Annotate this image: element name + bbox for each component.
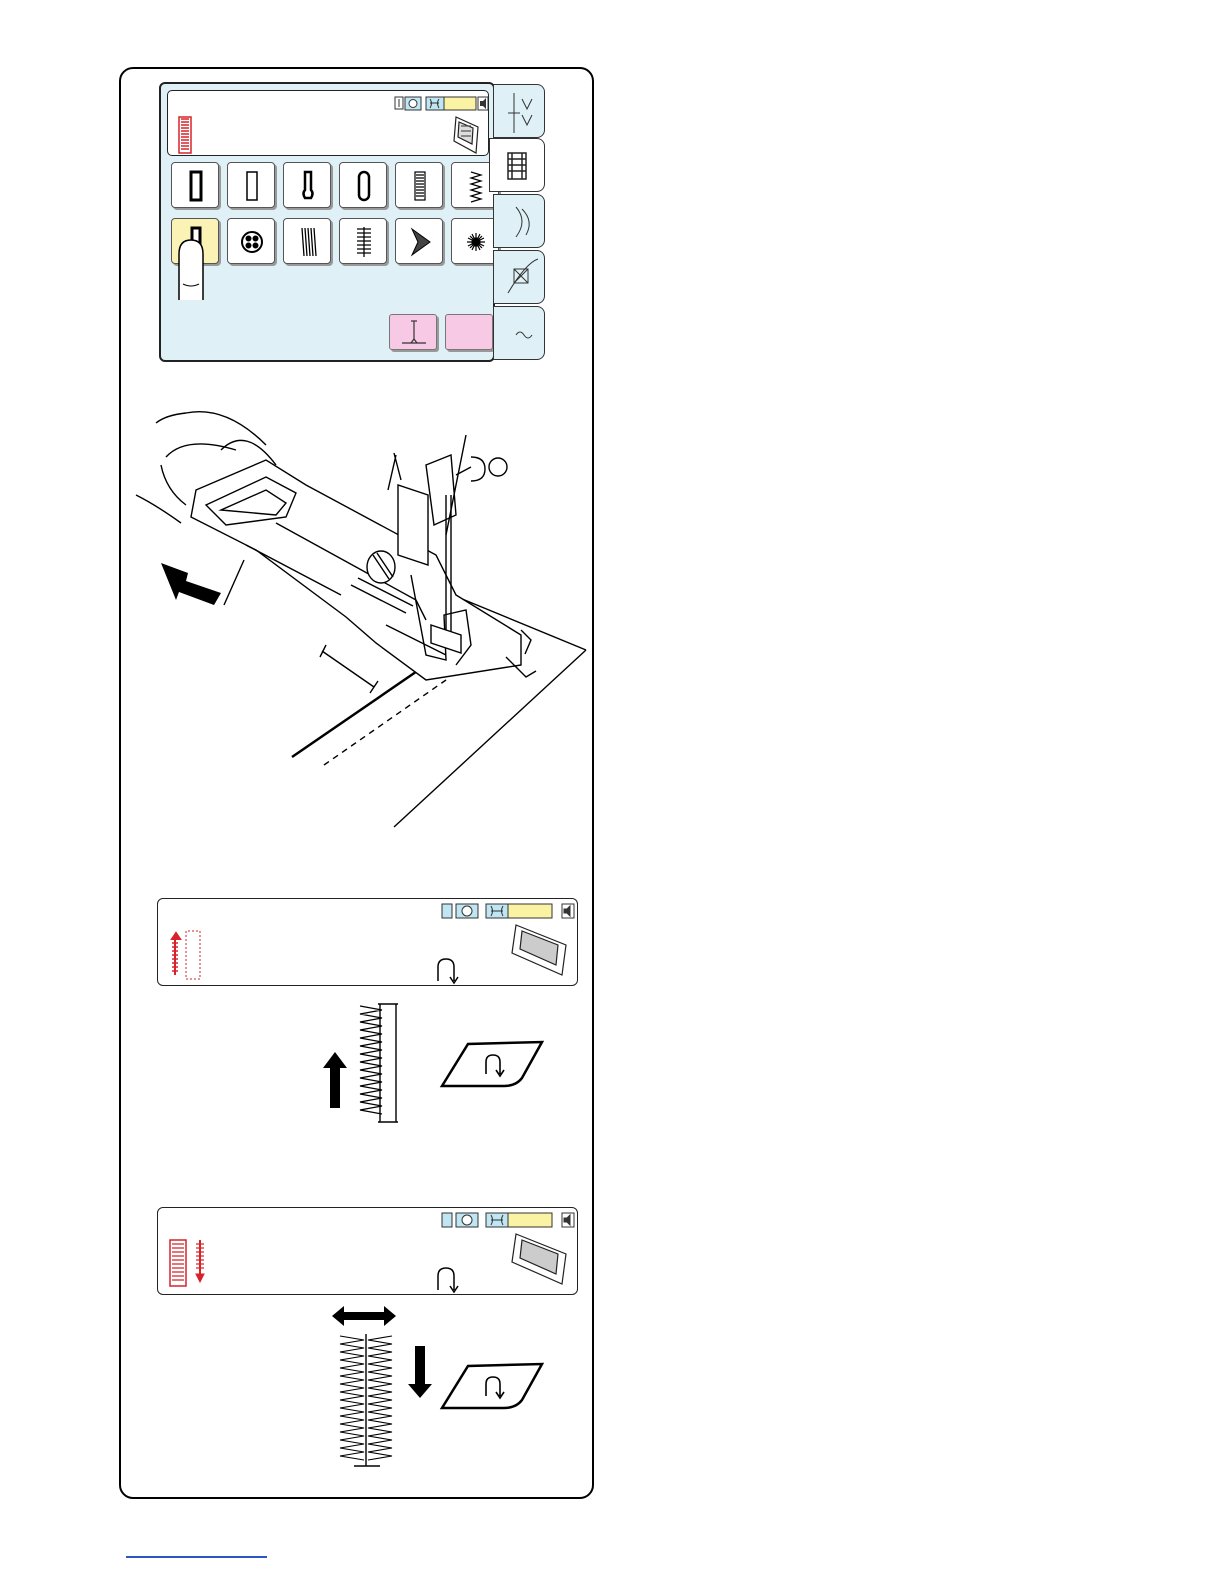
oval-buttonhole-icon	[359, 172, 369, 200]
bartack-icon	[357, 227, 371, 257]
keyhole-buttonhole-button[interactable]	[283, 162, 331, 208]
tension-icon	[426, 97, 444, 110]
bartack-button[interactable]	[339, 218, 387, 264]
square-buttonhole-icon	[191, 172, 201, 200]
buttonhole-preview-icon	[179, 117, 191, 153]
blank-key-button[interactable]	[445, 314, 493, 350]
buttonhole-foot-icon	[512, 925, 566, 975]
lcd-screen	[159, 82, 495, 362]
knit-buttonhole-icon	[415, 172, 425, 200]
darning-button[interactable]	[283, 218, 331, 264]
needle-position-button[interactable]	[389, 314, 437, 350]
left-row-stitch-diagram	[300, 998, 560, 1128]
square-buttonhole-button[interactable]	[171, 162, 219, 208]
keyhole-buttonhole-icon	[304, 172, 313, 198]
tab-script[interactable]	[493, 306, 545, 360]
script-icon	[516, 332, 532, 338]
stretch-buttonhole-icon	[471, 172, 481, 202]
knit-buttonhole-button[interactable]	[395, 162, 443, 208]
arrowhead-icon	[412, 229, 430, 255]
quilt-icon	[508, 259, 538, 293]
button-sew-button[interactable]	[227, 218, 275, 264]
status-screen-2	[157, 1207, 578, 1295]
tab-utility[interactable]	[493, 84, 545, 138]
round-end-buttonhole-icon	[247, 172, 257, 200]
down-arrow-icon	[408, 1346, 432, 1398]
tab-decorative[interactable]	[493, 194, 545, 248]
status-icons	[168, 91, 490, 157]
darning-icon	[302, 228, 316, 256]
tab-buttonhole[interactable]	[489, 138, 545, 192]
status-screen-2-content	[158, 1208, 579, 1296]
reverse-icon	[438, 1268, 458, 1292]
reverse-button-icon	[442, 1042, 542, 1086]
speed-icon	[405, 97, 421, 110]
buttonhole-icon	[508, 153, 526, 179]
utility-stitch-icon	[508, 93, 532, 133]
tab-quilt[interactable]	[493, 250, 545, 304]
decorative-stitch-icon	[516, 207, 529, 237]
status-screen-1	[157, 898, 578, 986]
sew-right-row-down-icon	[170, 1240, 204, 1286]
button-sew-icon	[242, 232, 262, 252]
eyelet-button[interactable]	[451, 218, 499, 264]
direction-arrow-icon	[161, 563, 221, 605]
sew-left-row-up-icon	[172, 931, 200, 979]
footer-link-underline[interactable]	[126, 1556, 267, 1558]
buttonhole-foot-illustration	[126, 395, 596, 835]
round-end-buttonhole-button[interactable]	[227, 162, 275, 208]
reverse-icon	[438, 959, 458, 983]
arrowhead-button[interactable]	[395, 218, 443, 264]
category-tabs	[493, 82, 555, 362]
needle-stop-icon	[395, 97, 403, 109]
width-arrow-icon	[332, 1306, 396, 1326]
finger-pointer-icon	[171, 234, 221, 304]
lcd-status-bar	[167, 90, 489, 156]
status-screen-1-content	[158, 899, 579, 987]
right-row-stitch-diagram	[300, 1300, 560, 1472]
tension-value-box	[444, 97, 476, 110]
oval-buttonhole-button[interactable]	[339, 162, 387, 208]
needle-position-icon	[402, 321, 426, 343]
buttonhole-foot-icon	[454, 117, 478, 153]
up-arrow-icon	[323, 1052, 347, 1108]
reverse-button-icon	[442, 1364, 542, 1408]
buttonhole-foot-icon	[512, 1234, 566, 1284]
eyelet-icon	[467, 233, 485, 251]
sound-icon	[478, 97, 488, 110]
zigzag-row	[360, 1006, 382, 1114]
